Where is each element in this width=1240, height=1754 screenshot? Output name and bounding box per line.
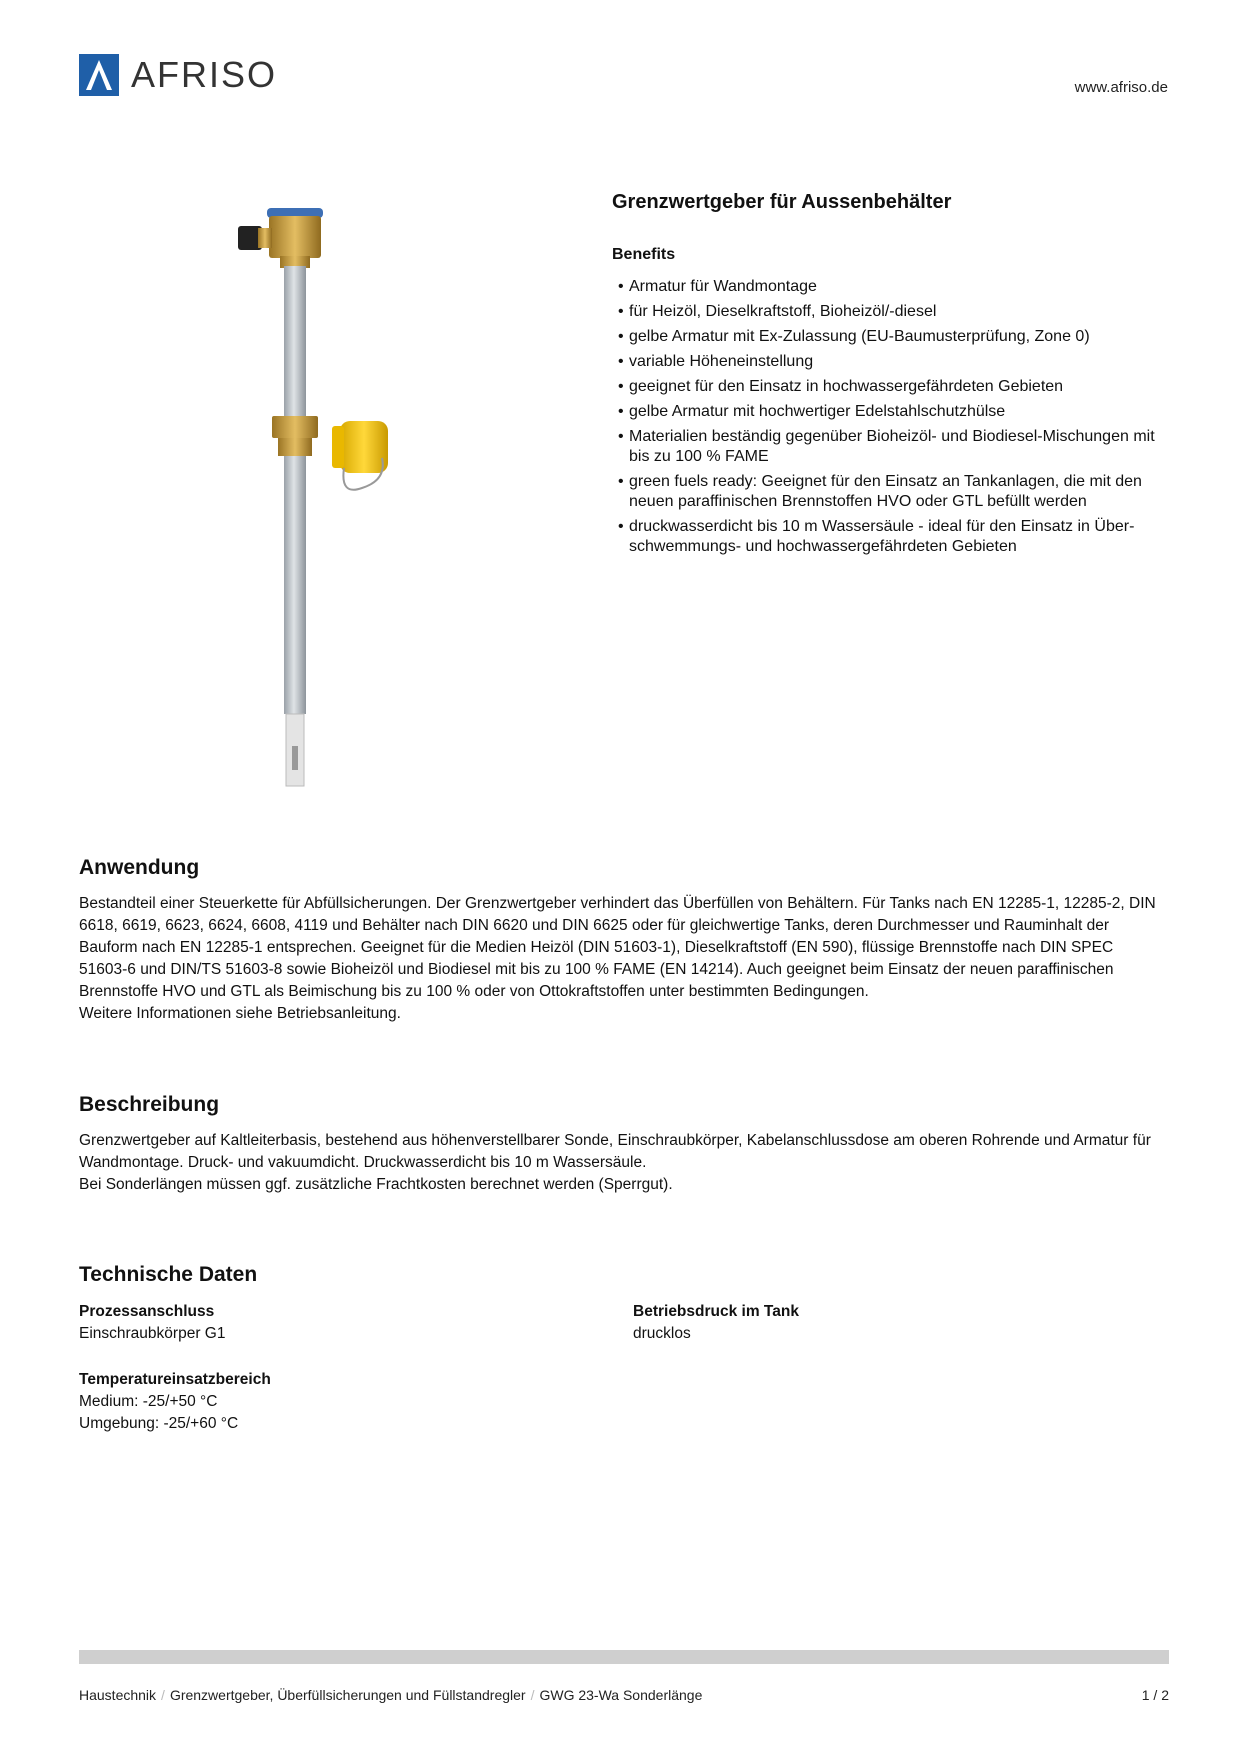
list-item: • Armatur für Wandmontage [612, 277, 1172, 297]
list-item: • für Heizöl, Dieselkraftstoff, Bioheizöl/-diesel [612, 302, 1172, 322]
breadcrumb-item[interactable]: Grenzwertgeber, Überfüllsicherungen und Füllstandregler [169, 1687, 526, 1703]
product-title: Grenzwertgeber für Aussenbehälter [612, 191, 952, 213]
brand-name: AFRISO [131, 54, 278, 95]
page-number: 1 / 2 [1141, 1687, 1169, 1703]
footer-divider [79, 1650, 1169, 1664]
list-item: • variable Höheneinstellung [612, 352, 1172, 372]
list-item: • gelbe Armatur mit hochwertiger Edelstahlschutzhülse [612, 402, 1172, 422]
breadcrumb-item[interactable]: Haustechnik [79, 1687, 157, 1703]
anwendung-heading: Anwendung [79, 856, 200, 879]
prozessanschluss-block [79, 1301, 225, 1345]
list-item: • druckwasserdicht bis 10 m Wassersäule - ideal für den Einsatz in Überschwemmungs- und hochwassergefährdeten Gebieten [612, 517, 1172, 557]
anwendung-note: Weitere Informationen siehe Betriebsanleitung. [79, 1005, 401, 1022]
beschreibung-body [79, 1130, 1161, 1196]
breadcrumb-separator: / [530, 1687, 535, 1703]
anwendung-text: Bestandteil einer Steuerkette für Abfüllsicherungen. Der Grenzwertgeber verhindert das Überfüllen von Behältern. Für Tanks nach EN 12285-1, 12285-2, DIN 6618, 6619, 6623, 6624, 6608, 4119 und Behälter nach DIN 6620 und DIN 6625 oder für gleichwertige Tanks, deren Durchmesser und Rauminhalt der Bauform nach EN 12285-1 entsprechen. Geeignet für die Medien Heizöl (DIN 51603-1), Dieselkraftstoff (EN 590), flüssige Brennstoffe nach DIN SPEC 51603-6 und DIN/TS 51603-8 sowie Bioheizöl und Biodiesel mit bis zu 100 % FAME (EN 14214). Auch geeignet beim Einsatz der neuen paraffinischen Brennstoffe HVO und GTL als Beimischung bis zu 100 % oder von Ottokraftstoffen unter bestimmten Bedingungen. [79, 895, 1156, 1000]
beschreibung-note: Bei Sonderlängen müssen ggf. zusätzliche Frachtkosten berechnet werden (Sperrgut). [79, 1176, 673, 1193]
list-item: • gelbe Armatur mit Ex-Zulassung (EU-Baumusterprüfung, Zone 0) [612, 327, 1172, 347]
list-item: • Materialien beständig gegenüber Bioheizöl- und Biodiesel-Mischungen mit bis zu 100 % FAME [612, 427, 1172, 467]
beschreibung-text: Grenzwertgeber auf Kaltleiterbasis, bestehend aus höhenverstellbarer Sonde, Einschraubkörper, Kabelanschlussdose am oberen Rohrende und Armatur für Wandmontage. Druck- und vakuumdicht. Druckwasserdicht bis 10 m Wassersäule. [79, 1132, 1151, 1171]
afriso-logo-icon [79, 54, 119, 96]
betriebsdruck-value: drucklos [633, 1325, 691, 1342]
anwendung-body [79, 893, 1161, 1025]
product-image [222, 196, 442, 790]
benefits-heading: Benefits [612, 246, 676, 263]
prozessanschluss-label: Prozessanschluss [79, 1303, 215, 1320]
temperatur-label: Temperatureinsatzbereich [79, 1371, 271, 1388]
list-item: • green fuels ready: Geeignet für den Einsatz an Tankanlagen, die mit den neuen paraffinischen Brennstoffen HVO oder GTL befüllt werden [612, 472, 1172, 512]
betriebsdruck-label: Betriebsdruck im Tank [633, 1303, 799, 1320]
list-item: • geeignet für den Einsatz in hochwassergefährdeten Gebieten [612, 377, 1172, 397]
breadcrumb [79, 1687, 702, 1703]
breadcrumb-separator: / [161, 1687, 165, 1703]
temperatur-umgebung: Umgebung: -25/+60 °C [79, 1415, 239, 1432]
benefits-list [612, 277, 1172, 562]
prozessanschluss-value: Einschraubkörper G1 [79, 1325, 226, 1342]
temperatur-medium: Medium: -25/+50 °C [79, 1393, 218, 1410]
temperatur-block [79, 1369, 271, 1435]
betriebsdruck-block [633, 1301, 799, 1345]
breadcrumb-item: GWG 23-Wa Sonderlänge [539, 1687, 703, 1703]
beschreibung-heading: Beschreibung [79, 1093, 220, 1116]
brand-logo [79, 54, 303, 96]
site-url[interactable]: www.afriso.de [1074, 79, 1168, 96]
technische-daten-heading: Technische Daten [79, 1263, 258, 1286]
